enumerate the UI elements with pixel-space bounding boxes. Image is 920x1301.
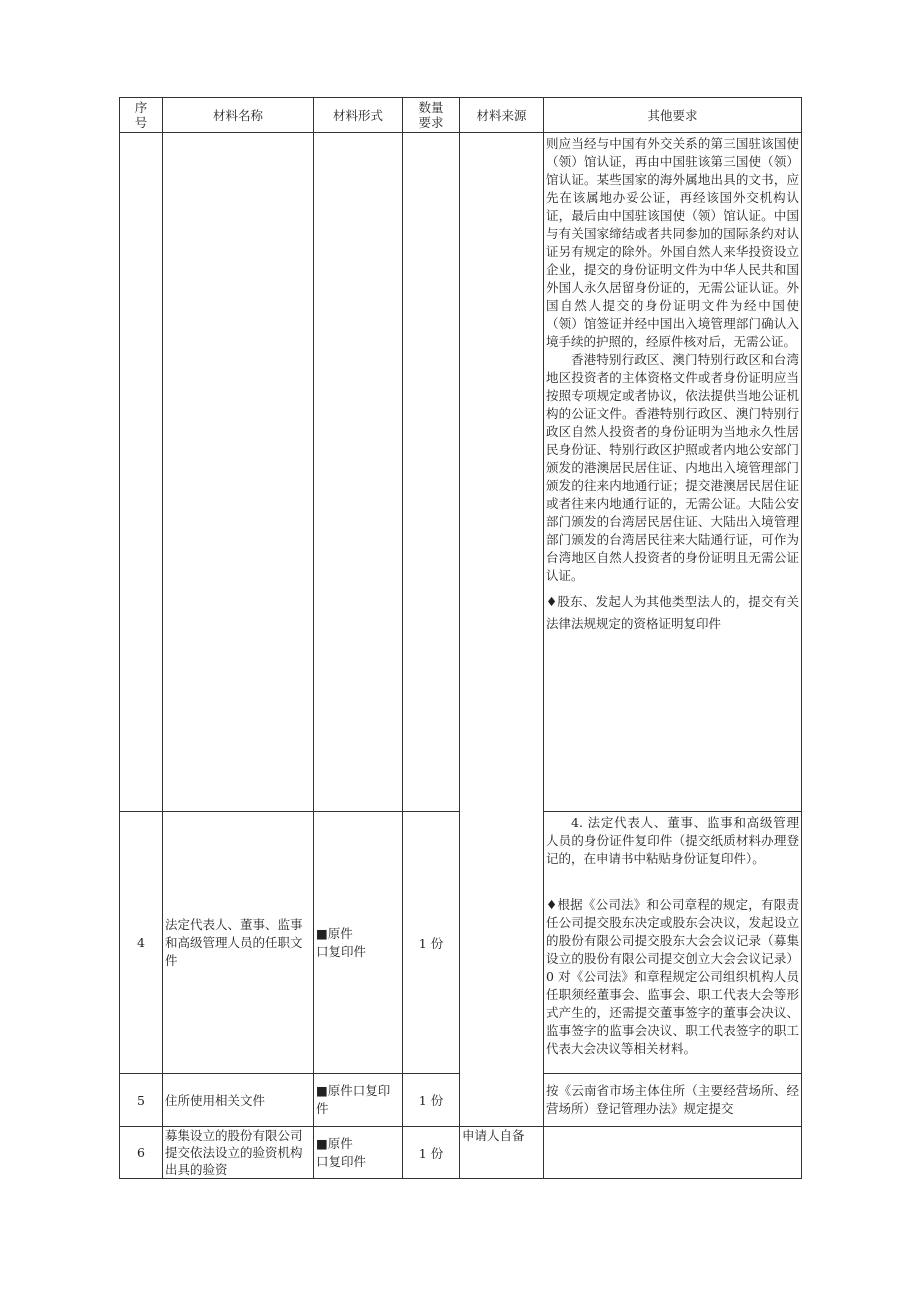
cont-qty-cell: [403, 133, 460, 812]
row6-other-requirements: [544, 1127, 802, 1179]
row4-name: 法定代表人、董事、监事和高级管理人员的任职文件: [163, 812, 314, 1074]
row4-form-original: ■原件: [316, 925, 353, 941]
row5-seq: 5: [120, 1074, 163, 1127]
row6-form: [314, 1127, 403, 1179]
cont-seq-cell: [120, 133, 163, 812]
hk-macao-taiwan-text: 香港特别行政区、澳门特别行政区和台湾地区投资者的主体资格文件或者身份证明应当按照专项规定或者协议，依法提供当地公证机构的公证文件。香港特别行政区、澳门特别行政区自然人投资者的身份证明为当地永久性居民身份证、特别行政区护照或者内地公安部门颁发的港澳居民居住证、内地出入境管理部门颁发的往来内地通行证；提交港澳居民居住证或者往来内地通行证的，无需公证。大陆公安部门颁发的台湾居民居住证、大陆出入境管理部门颁发的台湾居民往来大陆通行证，可作为台湾地区自然人投资者的身份证明且无需公证认证。: [546, 352, 799, 583]
row4-resolution-text: ♦根据《公司法》和公司章程的规定，有限责任公司提交股东决定或股东会决议，发起设立的股份有限公司提交股东大会会议记录（募集设立的股份有限公司提交创立大会会议记录）0 对《公司法》和章程规定公司组织机构人员任职须经董事会、监事会、职工代表大会等形式产生的，还需提交董事签字的董事会决议、监事签字的监事会决议、职工代表签字的职工代表大会决议等相关材料。: [546, 897, 799, 1056]
row5-other-requirements: 按《云南省市场主体住所（主要经营场所、经营场所）登记管理办法》规定提交: [544, 1074, 802, 1127]
row4-qty: 1 份: [403, 812, 460, 1074]
other-legal-person-note: ♦股东、发起人为其他类型法人的，提交有关法律法规规定的资格证明复印件: [546, 594, 799, 631]
header-other: 其他要求: [544, 98, 802, 133]
source-cell-merged: [460, 133, 544, 1127]
header-row: [120, 98, 802, 133]
table-row-continued: [120, 133, 802, 812]
row5-name: 住所使用相关文件: [163, 1074, 314, 1127]
row6-form-copy: 口复印件: [316, 1153, 367, 1169]
foreign-certification-text: 则应当经与中国有外交关系的第三国驻该国使（领）馆认证，再由中国驻该第三国使（领）馆认证。某些国家的海外属地出具的文书，应先在该属地办妥公证，再经该国外交机构认证，最后由中国驻该国使（领）馆认证。中国与有关国家缔结或者共同参加的国际条约对认证另有规定的除外。外国自然人来华投资设立企业，提交的身份证明文件为中华人民共和国外国人永久居留身份证的，无需公证认证。外国自然人提交的身份证明文件为经中国使（领）馆签证并经中国出入境管理部门确认入境手续的护照的，经原件核对后，无需公证。: [546, 136, 799, 349]
row5-qty: 1 份: [403, 1074, 460, 1127]
row5-form: ■原件口复印件: [314, 1074, 403, 1127]
row4-other-requirements: [544, 812, 802, 1074]
header-qty: 数量要求: [403, 98, 460, 133]
row4-id-copy-text: 4. 法定代表人、董事、监事和高级管理人员的身份证件复印件（提交纸质材料办理登记的，在申请书中粘贴身份证复印件）。: [546, 815, 799, 866]
materials-table: [119, 97, 802, 1179]
header-source: 材料来源: [460, 98, 544, 133]
row4-form-copy: 口复印件: [316, 943, 367, 959]
row4-seq: 4: [120, 812, 163, 1074]
cont-name-cell: [163, 133, 314, 812]
cont-other-requirements: [544, 133, 802, 812]
row6-form-original: ■原件: [316, 1135, 353, 1151]
row6-name: 募集设立的股份有限公司提交依法设立的验资机构出具的验资: [163, 1127, 314, 1179]
header-form: 材料形式: [314, 98, 403, 133]
header-name: 材料名称: [163, 98, 314, 133]
row6-source: 申请人自备: [460, 1127, 544, 1179]
table-row-6: [120, 1127, 802, 1179]
row6-qty: 1 份: [403, 1127, 460, 1179]
row6-seq: 6: [120, 1127, 163, 1179]
row4-form: [314, 812, 403, 1074]
cont-form-cell: [314, 133, 403, 812]
header-seq: 序号: [120, 98, 163, 133]
